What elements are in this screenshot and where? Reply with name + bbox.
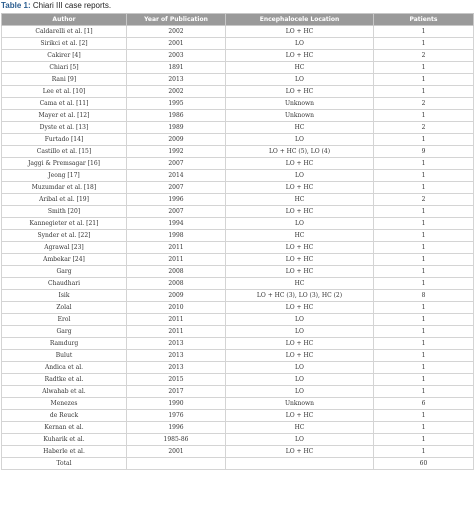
cell-location: LO + HC	[226, 50, 374, 62]
cell-year: 1996	[127, 422, 226, 434]
cell-location: LO + HC	[226, 410, 374, 422]
table-row	[2, 266, 474, 278]
cell-patients: 1	[374, 134, 474, 146]
cell-author: Garg	[2, 326, 127, 338]
cell-patients: 2	[374, 98, 474, 110]
cell-year: 1985-86	[127, 434, 226, 446]
table-row	[2, 338, 474, 350]
cell-patients: 1	[374, 62, 474, 74]
cell-location: LO	[226, 374, 374, 386]
cell-author: Mayer et al. [12]	[2, 110, 127, 122]
cell-location: LO + HC (3), LO (3), HC (2)	[226, 290, 374, 302]
table-row	[2, 314, 474, 326]
table-row	[2, 242, 474, 254]
cell-author: Chiari [5]	[2, 62, 127, 74]
cell-patients: 1	[374, 230, 474, 242]
cell-author: Caldarelli et al. [1]	[2, 26, 127, 38]
cell-patients: 2	[374, 122, 474, 134]
cell-patients: 9	[374, 146, 474, 158]
cell-location: LO + HC	[226, 338, 374, 350]
cell-author: Isik	[2, 290, 127, 302]
cell-year: 1891	[127, 62, 226, 74]
cell-year: 2009	[127, 290, 226, 302]
cell-year: 1990	[127, 398, 226, 410]
cell-author: Furtado [14]	[2, 134, 127, 146]
cell-location: LO	[226, 38, 374, 50]
cell-location: LO	[226, 218, 374, 230]
cell-location: LO	[226, 326, 374, 338]
cell-year: 2013	[127, 350, 226, 362]
table-row	[2, 218, 474, 230]
cell-year: 2015	[127, 374, 226, 386]
cell-year: 2002	[127, 26, 226, 38]
cell-year: 1976	[127, 410, 226, 422]
cell-patients: 1	[374, 182, 474, 194]
cell-year: 2013	[127, 74, 226, 86]
cell-patients: 1	[374, 374, 474, 386]
cell-location: LO + HC	[226, 302, 374, 314]
cell-year: 1996	[127, 194, 226, 206]
cell-author: Sirikci et al. [2]	[2, 38, 127, 50]
cell-year: 2003	[127, 50, 226, 62]
cell-author: Kernan et al.	[2, 422, 127, 434]
table-row	[2, 110, 474, 122]
cell-author: Andica et al.	[2, 362, 127, 374]
table-row	[2, 170, 474, 182]
cell-year: 2017	[127, 386, 226, 398]
cell-year: 2009	[127, 134, 226, 146]
header-year: Year of Publication	[127, 14, 226, 26]
cell-location: LO + HC	[226, 242, 374, 254]
cell-patients: 1	[374, 422, 474, 434]
cell-location: LO	[226, 170, 374, 182]
cell-author: Lee et al. [10]	[2, 86, 127, 98]
cell-author: de Reuck	[2, 410, 127, 422]
cell-year: 1994	[127, 218, 226, 230]
table-row	[2, 62, 474, 74]
cell-year: 2002	[127, 86, 226, 98]
cell-location: LO + HC	[226, 254, 374, 266]
cell-location: HC	[226, 230, 374, 242]
cell-location: LO	[226, 386, 374, 398]
cell-patients: 1	[374, 314, 474, 326]
cell-year: 2014	[127, 170, 226, 182]
cell-author: Alwahab et al.	[2, 386, 127, 398]
cell-patients: 60	[374, 458, 474, 470]
cell-year: 2011	[127, 326, 226, 338]
table-caption	[0, 0, 475, 13]
case-reports-table	[1, 13, 474, 470]
header-patients: Patients	[374, 14, 474, 26]
cell-year: 2001	[127, 446, 226, 458]
table-row	[2, 398, 474, 410]
cell-patients: 1	[374, 74, 474, 86]
table-row	[2, 326, 474, 338]
table-row	[2, 230, 474, 242]
cell-patients: 1	[374, 362, 474, 374]
cell-year: 2010	[127, 302, 226, 314]
cell-patients: 1	[374, 38, 474, 50]
cell-year: 2011	[127, 254, 226, 266]
cell-author: Cama et al. [11]	[2, 98, 127, 110]
cell-author: Cakirer [4]	[2, 50, 127, 62]
cell-year: 1989	[127, 122, 226, 134]
cell-location: LO + HC	[226, 158, 374, 170]
cell-location: LO + HC	[226, 86, 374, 98]
cell-author: Zolal	[2, 302, 127, 314]
table-body	[2, 26, 474, 470]
cell-location	[226, 458, 374, 470]
cell-author: Muzumdar et al. [18]	[2, 182, 127, 194]
header-location: Encephalocele Location	[226, 14, 374, 26]
cell-location: HC	[226, 194, 374, 206]
cell-author: Radtke et al.	[2, 374, 127, 386]
cell-patients: 1	[374, 350, 474, 362]
table-row	[2, 74, 474, 86]
cell-year: 2008	[127, 266, 226, 278]
cell-location: LO + HC	[226, 206, 374, 218]
header-row	[2, 14, 474, 26]
cell-author: Dyste et al. [13]	[2, 122, 127, 134]
cell-patients: 1	[374, 170, 474, 182]
cell-year: 2007	[127, 158, 226, 170]
table-row	[2, 410, 474, 422]
cell-patients: 1	[374, 218, 474, 230]
cell-author: Castillo et al. [15]	[2, 146, 127, 158]
table-row	[2, 290, 474, 302]
cell-author: Garg	[2, 266, 127, 278]
cell-author: Kuharik et al.	[2, 434, 127, 446]
cell-year: 1992	[127, 146, 226, 158]
cell-location: LO	[226, 314, 374, 326]
cell-patients: 2	[374, 50, 474, 62]
cell-author: Chaudhari	[2, 278, 127, 290]
cell-author: Rani [9]	[2, 74, 127, 86]
cell-year: 2001	[127, 38, 226, 50]
table-row	[2, 38, 474, 50]
table-row	[2, 98, 474, 110]
cell-author: Synder et al. [22]	[2, 230, 127, 242]
cell-year: 1986	[127, 110, 226, 122]
cell-location: LO + HC	[226, 266, 374, 278]
cell-location: Unknown	[226, 110, 374, 122]
cell-author: Ambekar [24]	[2, 254, 127, 266]
cell-author: Jeong [17]	[2, 170, 127, 182]
cell-author: Total	[2, 458, 127, 470]
cell-patients: 1	[374, 434, 474, 446]
cell-year: 2007	[127, 206, 226, 218]
cell-location: LO + HC	[226, 350, 374, 362]
cell-patients: 1	[374, 254, 474, 266]
table-row	[2, 146, 474, 158]
cell-patients: 1	[374, 278, 474, 290]
table-row	[2, 50, 474, 62]
cell-author: Bulut	[2, 350, 127, 362]
cell-patients: 8	[374, 290, 474, 302]
cell-year: 2008	[127, 278, 226, 290]
cell-patients: 1	[374, 86, 474, 98]
cell-location: LO + HC	[226, 26, 374, 38]
cell-author: Erol	[2, 314, 127, 326]
table-row	[2, 386, 474, 398]
cell-author: Ramdurg	[2, 338, 127, 350]
cell-location: Unknown	[226, 398, 374, 410]
table-row	[2, 446, 474, 458]
cell-location: LO	[226, 134, 374, 146]
cell-year: 1998	[127, 230, 226, 242]
table-row	[2, 302, 474, 314]
cell-location: LO	[226, 74, 374, 86]
table-row	[2, 182, 474, 194]
cell-location: LO	[226, 434, 374, 446]
cell-author: Menezes	[2, 398, 127, 410]
cell-year: 1995	[127, 98, 226, 110]
cell-author: Smith [20]	[2, 206, 127, 218]
cell-patients: 1	[374, 158, 474, 170]
cell-author: Agrawal [23]	[2, 242, 127, 254]
cell-location: HC	[226, 278, 374, 290]
cell-patients: 1	[374, 110, 474, 122]
cell-patients: 1	[374, 266, 474, 278]
table-row	[2, 86, 474, 98]
cell-author: Aribal et al. [19]	[2, 194, 127, 206]
table-row	[2, 26, 474, 38]
cell-location: LO + HC	[226, 446, 374, 458]
table-row	[2, 206, 474, 218]
cell-patients: 6	[374, 398, 474, 410]
cell-location: LO + HC	[226, 182, 374, 194]
cell-patients: 2	[374, 194, 474, 206]
table-row	[2, 134, 474, 146]
cell-year: 2011	[127, 314, 226, 326]
caption-label: Table 1:	[1, 1, 31, 10]
cell-author: Haberle et al.	[2, 446, 127, 458]
cell-author: Jaggi & Premsagar [16]	[2, 158, 127, 170]
table-row	[2, 458, 474, 470]
table-row	[2, 374, 474, 386]
cell-year	[127, 458, 226, 470]
table-row	[2, 194, 474, 206]
table-row	[2, 422, 474, 434]
cell-author: Kannegieter et al. [21]	[2, 218, 127, 230]
cell-year: 2011	[127, 242, 226, 254]
cell-patients: 1	[374, 302, 474, 314]
cell-location: Unknown	[226, 98, 374, 110]
cell-location: HC	[226, 62, 374, 74]
cell-patients: 1	[374, 410, 474, 422]
table-row	[2, 254, 474, 266]
cell-patients: 1	[374, 386, 474, 398]
cell-patients: 1	[374, 206, 474, 218]
cell-location: LO	[226, 362, 374, 374]
cell-patients: 1	[374, 446, 474, 458]
cell-year: 2013	[127, 338, 226, 350]
cell-year: 2007	[127, 182, 226, 194]
table-row	[2, 350, 474, 362]
table-row	[2, 434, 474, 446]
cell-patients: 1	[374, 338, 474, 350]
cell-location: HC	[226, 422, 374, 434]
table-row	[2, 278, 474, 290]
cell-patients: 1	[374, 326, 474, 338]
header-author: Author	[2, 14, 127, 26]
table-row	[2, 122, 474, 134]
caption-text: Chiari III case reports.	[30, 1, 112, 10]
cell-patients: 1	[374, 26, 474, 38]
cell-location: LO + HC (5), LO (4)	[226, 146, 374, 158]
table-row	[2, 362, 474, 374]
cell-location: HC	[226, 122, 374, 134]
table-row	[2, 158, 474, 170]
cell-year: 2013	[127, 362, 226, 374]
cell-patients: 1	[374, 242, 474, 254]
